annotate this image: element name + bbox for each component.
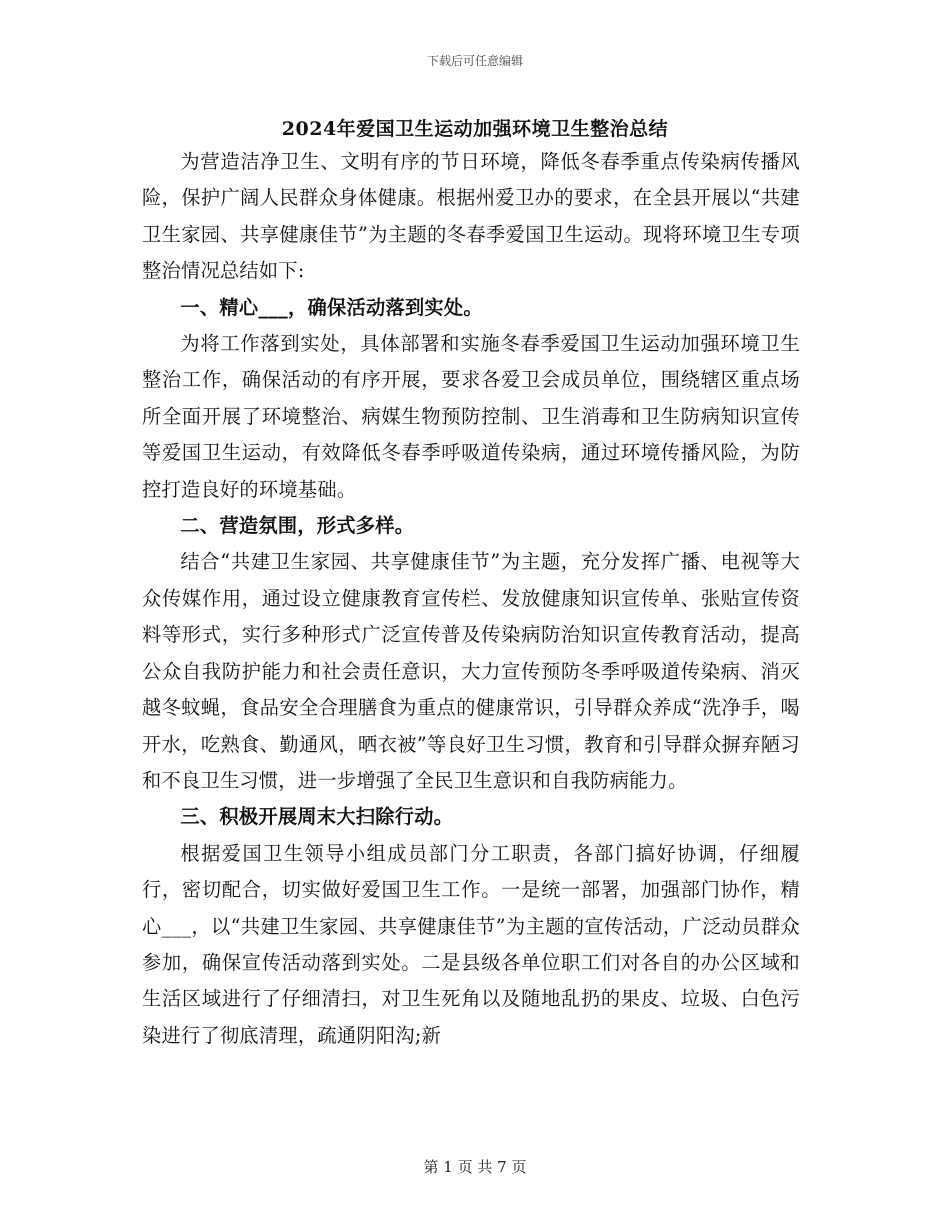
section-2-paragraph: 结合“共建卫生家园、共享健康佳节”为主题，充分发挥广播、电视等大众传媒作用，通过设立健康教育宣传栏、发放健康知识宣传单、张贴宣传资料等形式，实行多种形式广泛宣传普及传染病防治知识宣传教育活动，提高公众自我防护能力和社会责任意识，大力宣传预防冬季呼吸道传染病、消灭越冬蚊蝇，食品安全合理膳食为重点的健康常识，引导群众养成“洗净手，喝开水，吃熟食、勤通风，晒衣被”等良好卫生习惯，教育和引导群众摒弃陋习和不良卫生习惯，进一步增强了全民卫生意识和自我防病能力。	[142, 550, 800, 792]
section-1-heading: 一、精心___，确保活动落到实处。	[180, 295, 483, 319]
page-header-note: 下载后可任意编辑	[426, 54, 523, 68]
section-2-heading: 二、营造氛围，形式多样。	[180, 514, 415, 538]
intro-paragraph: 为营造洁净卫生、文明有序的节日环境，降低冬春季重点传染病传播风险，保护广阔人民群众身体健康。根据州爱卫办的要求，在全县开展以“共建卫生家园、共享健康佳节”为主题的冬春季爱国卫生运动。现将环境卫生专项整治情况总结如下:	[142, 150, 800, 283]
page-number: 第 1 页 共 7 页	[423, 1158, 527, 1176]
section-1-paragraph: 为将工作落到实处，具体部署和实施冬春季爱国卫生运动加强环境卫生整治工作，确保活动的有序开展，要求各爱卫会成员单位，围绕辖区重点场所全面开展了环境整治、病媒生物预防控制、卫生消毒和卫生防病知识宣传等爱国卫生运动，有效降低冬春季呼吸道传染病，通过环境传播风险，为防控打造良好的环境基础。	[142, 332, 800, 501]
section-3-heading: 三、积极开展周末大扫除行动。	[180, 805, 454, 829]
section-3-paragraph: 根据爱国卫生领导小组成员部门分工职责，各部门搞好协调，仔细履行，密切配合，切实做好爱国卫生工作。一是统一部署，加强部门协作，精心___，以“共建卫生家园、共享健康佳节”为主题的宣传活动，广泛动员群众参加，确保宣传活动落到实处。二是县级各单位职工们对各自的办公区域和生活区域进行了仔细清扫，对卫生死角以及随地乱扔的果皮、垃圾、白色污染进行了彻底清理，疏通阴阳沟;新	[142, 841, 800, 1047]
document-title: 2024年爱国卫生运动加强环境卫生整治总结	[281, 118, 669, 140]
document-body	[142, 144, 800, 1054]
